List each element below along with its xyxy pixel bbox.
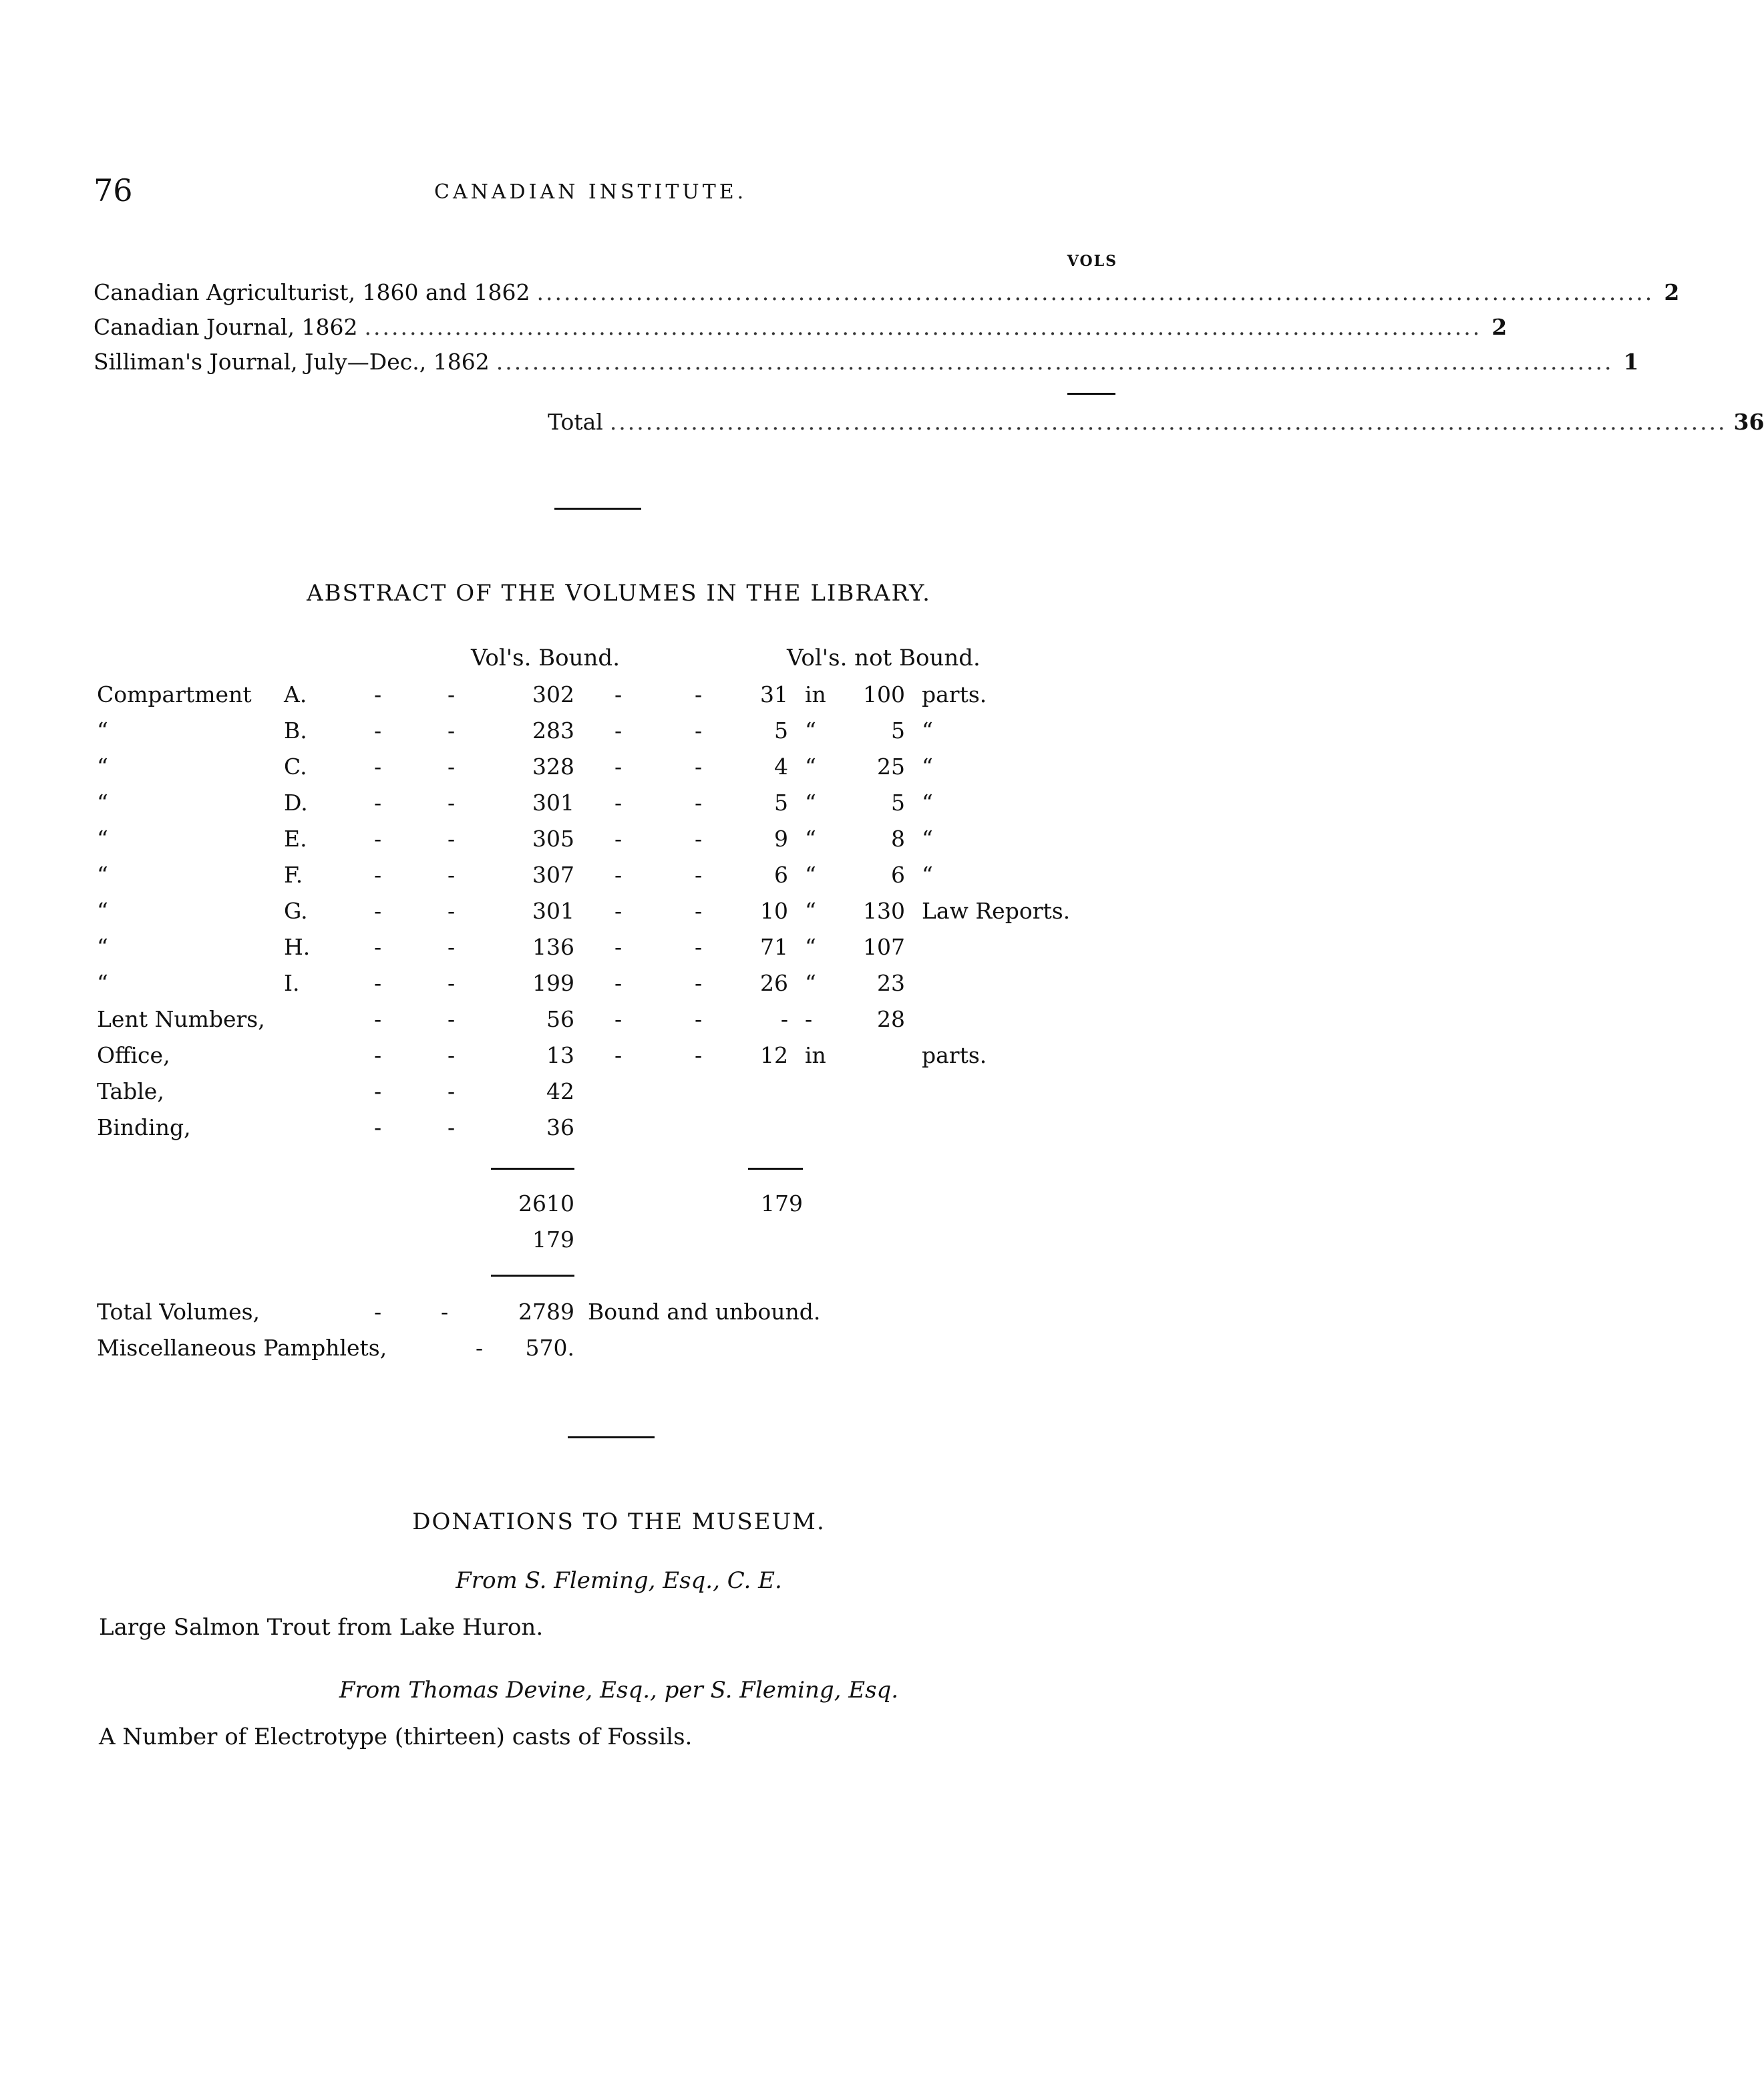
compartment-letter: D. <box>284 790 308 816</box>
section-divider <box>568 1436 655 1438</box>
compartment-label: Table, <box>97 1078 164 1104</box>
compartment-label: “ <box>97 790 108 816</box>
dash: - <box>448 1078 456 1104</box>
unbound-count: 31 <box>760 681 788 707</box>
abstract-row <box>0 970 1238 1006</box>
dash: - <box>448 790 456 816</box>
compartment-label: “ <box>97 898 108 924</box>
bound-count: 307 <box>532 862 574 888</box>
grand-total-rule <box>491 1275 574 1277</box>
unbound-in: “ <box>805 790 816 816</box>
bound-count: 328 <box>532 754 574 780</box>
unbound-unit: “ <box>922 754 933 780</box>
unbound-count: 26 <box>760 970 788 996</box>
dash: - <box>614 970 623 996</box>
abstract-row <box>0 681 1238 717</box>
bound-count: 305 <box>532 826 574 852</box>
dash: - <box>374 1078 382 1104</box>
dash: - <box>448 826 456 852</box>
unbound-unit: “ <box>922 862 933 888</box>
compartment-label: Binding, <box>97 1114 191 1140</box>
unbound-unit: “ <box>922 826 933 852</box>
abstract-row <box>0 1078 1238 1114</box>
abstract-row <box>0 754 1238 790</box>
unbound-parts: 5 <box>891 790 905 816</box>
sum-rule-not-bound <box>748 1168 803 1170</box>
dash: - <box>374 1114 382 1140</box>
unbound-count: 10 <box>760 898 788 924</box>
abstract-row <box>0 898 1238 934</box>
column-head-bound: Vol's. Bound. <box>471 645 621 671</box>
dash: - <box>695 970 703 996</box>
dash: - <box>695 681 703 707</box>
bound-count: 301 <box>532 898 574 924</box>
unbound-in: “ <box>805 970 816 996</box>
pamphlets-label: Miscellaneous Pamphlets, <box>97 1335 387 1361</box>
dash: - <box>695 898 703 924</box>
dash: - <box>448 898 456 924</box>
dash: - <box>695 1042 703 1068</box>
periodical-title: Canadian Agriculturist, 1860 and 1862 <box>94 279 530 305</box>
periodical-row <box>94 279 1680 314</box>
dash: - <box>614 1006 623 1032</box>
total-label: Total <box>548 409 603 435</box>
unbound-count: 71 <box>760 934 788 960</box>
running-title: CANADIAN INSTITUTE. <box>434 180 747 204</box>
compartment-label: “ <box>97 754 108 780</box>
total-volumes-label: Total Volumes, <box>97 1299 260 1325</box>
unbound-count: 6 <box>774 862 788 888</box>
donation-item: A Number of Electrotype (thirteen) casts of Fossils. <box>99 1724 693 1750</box>
dash: - <box>374 934 382 960</box>
dash: - <box>614 681 623 707</box>
compartment-letter: E. <box>284 826 307 852</box>
total-volumes-value: 2789 <box>518 1299 574 1325</box>
abstract-row <box>0 1042 1238 1078</box>
unbound-parts: 100 <box>863 681 905 707</box>
dash: - <box>695 1006 703 1032</box>
added-not-bound: 179 <box>532 1227 574 1253</box>
dash: - <box>448 1006 456 1032</box>
bound-count: 283 <box>532 717 574 744</box>
dash: - <box>374 826 382 852</box>
donations-heading: DONATIONS TO THE MUSEUM. <box>412 1508 826 1535</box>
dash: - <box>614 898 623 924</box>
leader-dots: ............................................................................................................................ <box>496 349 1614 375</box>
unbound-count: 5 <box>774 790 788 816</box>
periodical-title: Canadian Journal, 1862 <box>94 314 358 340</box>
compartment-letter: C. <box>284 754 307 780</box>
unbound-unit: parts. <box>922 1042 987 1068</box>
unbound-unit: “ <box>922 790 933 816</box>
periodical-row <box>94 349 1639 383</box>
dash: - <box>614 717 623 744</box>
total-value: 36 <box>1733 409 1764 435</box>
dash: - <box>695 790 703 816</box>
bound-count: 56 <box>546 1006 574 1032</box>
dash: - <box>374 717 382 744</box>
unbound-unit: “ <box>922 717 933 744</box>
bound-count: 136 <box>532 934 574 960</box>
compartment-letter: B. <box>284 717 307 744</box>
bound-count: 301 <box>532 790 574 816</box>
dash: - <box>448 717 456 744</box>
dash: - <box>448 934 456 960</box>
unbound-unit: parts. <box>922 681 987 707</box>
periodicals-total-row <box>548 409 1764 444</box>
dash: - <box>614 862 623 888</box>
compartment-letter: G. <box>284 898 308 924</box>
abstract-row <box>0 934 1238 970</box>
unbound-count: 9 <box>774 826 788 852</box>
compartment-letter: A. <box>284 681 307 707</box>
unbound-in: “ <box>805 898 816 924</box>
unbound-parts: 6 <box>891 862 905 888</box>
dash: - <box>374 970 382 996</box>
unbound-count: - <box>780 1006 788 1032</box>
section-divider <box>554 508 641 510</box>
subtotal-not-bound: 179 <box>761 1190 803 1217</box>
periodical-vols: 1 <box>1623 349 1639 375</box>
unbound-count: 5 <box>774 717 788 744</box>
dash: - <box>695 934 703 960</box>
dash: - <box>374 681 382 707</box>
dash: - <box>614 790 623 816</box>
unbound-parts: 25 <box>877 754 905 780</box>
sum-rule-bound <box>491 1168 574 1170</box>
dash: - <box>374 1299 382 1325</box>
periodical-vols: 2 <box>1491 314 1508 340</box>
total-volumes-note: Bound and unbound. <box>588 1299 821 1325</box>
pamphlets-value: 570. <box>525 1335 574 1361</box>
abstract-row <box>0 790 1238 826</box>
periodical-title: Silliman's Journal, July—Dec., 1862 <box>94 349 490 375</box>
column-head-not-bound: Vol's. not Bound. <box>787 645 981 671</box>
dash: - <box>476 1335 484 1361</box>
dash: - <box>695 826 703 852</box>
compartment-label: “ <box>97 970 108 996</box>
periodical-row <box>94 314 1508 349</box>
compartment-letter: H. <box>284 934 311 960</box>
unbound-in: “ <box>805 862 816 888</box>
compartment-label: “ <box>97 934 108 960</box>
compartment-label: Compartment <box>97 681 252 707</box>
dash: - <box>448 862 456 888</box>
unbound-in: - <box>805 1006 813 1032</box>
total-rule <box>1067 393 1115 395</box>
bound-count: 13 <box>546 1042 574 1068</box>
compartment-label: Lent Numbers, <box>97 1006 265 1032</box>
abstract-row <box>0 717 1238 754</box>
unbound-parts: 8 <box>891 826 905 852</box>
dash: - <box>448 754 456 780</box>
bound-count: 199 <box>532 970 574 996</box>
dash: - <box>448 970 456 996</box>
compartment-letter: I. <box>284 970 300 996</box>
unbound-in: in <box>805 1042 826 1068</box>
donor-line: From S. Fleming, Esq., C. E. <box>456 1567 782 1594</box>
vols-column-label: VOLS <box>1067 253 1117 270</box>
donation-item: Large Salmon Trout from Lake Huron. <box>99 1614 544 1641</box>
dash: - <box>448 1114 456 1140</box>
periodical-vols: 2 <box>1664 279 1680 305</box>
donor-line: From Thomas Devine, Esq., per S. Fleming, Esq. <box>339 1677 899 1704</box>
unbound-parts: 28 <box>877 1006 905 1032</box>
dash: - <box>441 1299 449 1325</box>
unbound-parts: 5 <box>891 717 905 744</box>
abstract-row <box>0 826 1238 862</box>
compartment-label: Office, <box>97 1042 170 1068</box>
dash: - <box>374 898 382 924</box>
dash: - <box>374 790 382 816</box>
dash: - <box>374 1042 382 1068</box>
dash: - <box>614 826 623 852</box>
unbound-in: in <box>805 681 826 707</box>
unbound-count: 12 <box>760 1042 788 1068</box>
bound-count: 302 <box>532 681 574 707</box>
dash: - <box>695 717 703 744</box>
page-number: 76 <box>94 172 133 208</box>
unbound-in: “ <box>805 934 816 960</box>
abstract-heading: ABSTRACT OF THE VOLUMES IN THE LIBRARY. <box>307 580 931 607</box>
compartment-label: “ <box>97 826 108 852</box>
dash: - <box>614 754 623 780</box>
leader-dots: ............................................................................................................................ <box>364 314 1482 340</box>
unbound-parts: 107 <box>863 934 905 960</box>
unbound-in: “ <box>805 754 816 780</box>
bound-count: 42 <box>546 1078 574 1104</box>
abstract-row <box>0 1006 1238 1042</box>
unbound-count: 4 <box>774 754 788 780</box>
abstract-row <box>0 1114 1238 1150</box>
unbound-parts: 130 <box>863 898 905 924</box>
dash: - <box>448 681 456 707</box>
unbound-unit: Law Reports. <box>922 898 1071 924</box>
dash: - <box>695 862 703 888</box>
dash: - <box>614 934 623 960</box>
bound-count: 36 <box>546 1114 574 1140</box>
compartment-label: “ <box>97 717 108 744</box>
dash: - <box>374 862 382 888</box>
dash: - <box>374 1006 382 1032</box>
leader-dots: ............................................................................................................................ <box>536 279 1654 305</box>
compartment-label: “ <box>97 862 108 888</box>
unbound-in: “ <box>805 717 816 744</box>
dash: - <box>695 754 703 780</box>
subtotal-bound: 2610 <box>518 1190 574 1217</box>
unbound-in: “ <box>805 826 816 852</box>
dash: - <box>448 1042 456 1068</box>
leader-dots: ............................................................................................................................ <box>609 409 1727 435</box>
compartment-letter: F. <box>284 862 303 888</box>
abstract-row <box>0 862 1238 898</box>
dash: - <box>614 1042 623 1068</box>
dash: - <box>374 754 382 780</box>
unbound-parts: 23 <box>877 970 905 996</box>
